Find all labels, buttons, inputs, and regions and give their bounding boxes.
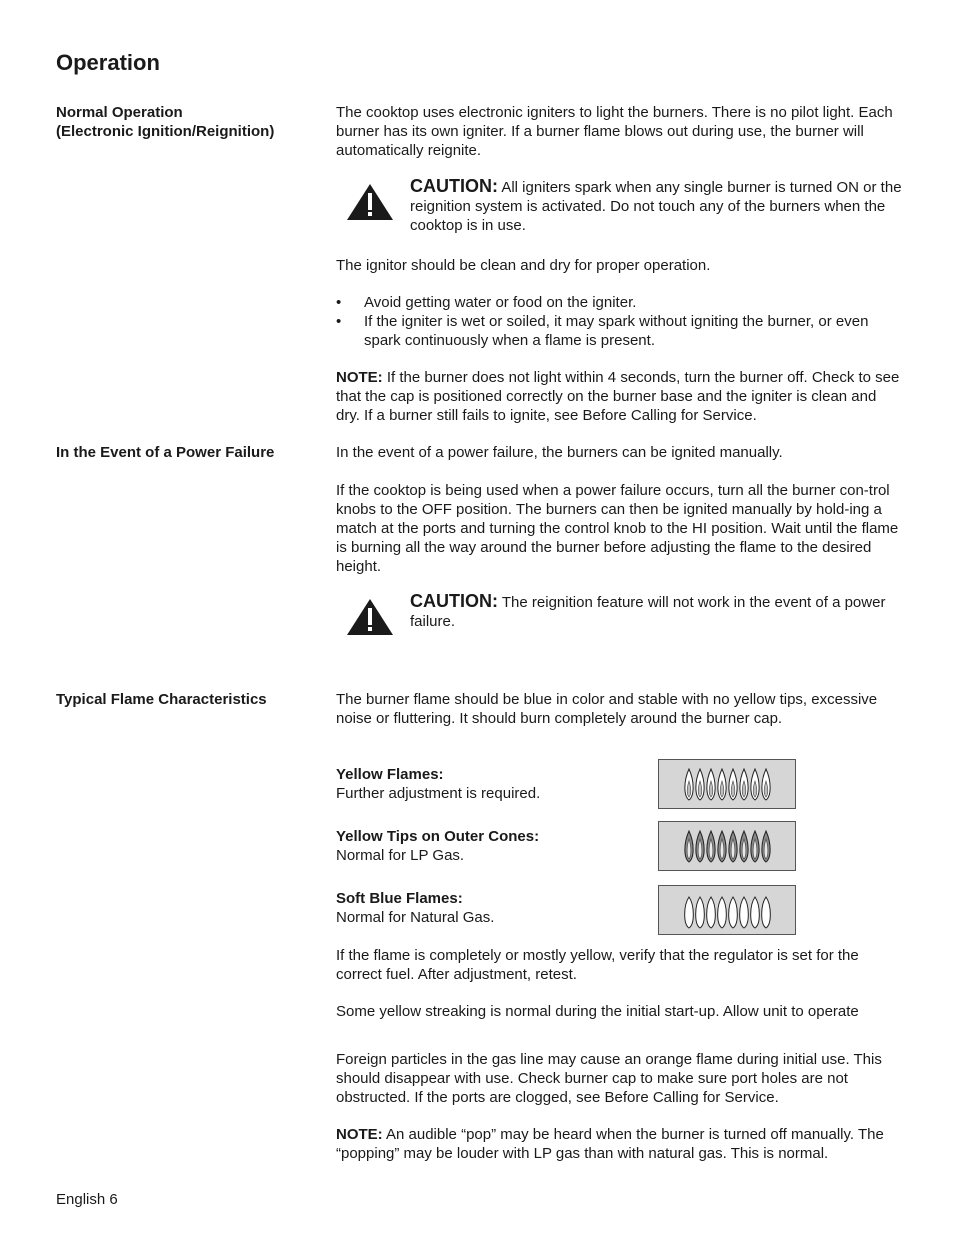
note-label: NOTE: — [336, 1126, 383, 1143]
page-title: Operation — [56, 50, 160, 75]
streaking-note: Some yellow streaking is normal during the initial start-up. Allow unit to operate — [336, 1003, 859, 1020]
flame-shape — [696, 897, 705, 928]
flame-shape — [751, 897, 760, 928]
normal-operation-intro: The cooktop uses electronic igniters to light the burners. There is no pilot light. Each burner has its own igniter. If a burner flame blows out during use, the burner will automatically reignite. — [336, 104, 893, 159]
list-item-text: If the igniter is wet or soiled, it may spark without igniting the burner, or even spark continuously when a flame is present. — [364, 313, 869, 349]
soft-blue-flames-icon — [658, 885, 796, 935]
list-item — [336, 312, 902, 350]
flame-type-soft-blue — [336, 889, 636, 927]
foreign-particles: Foreign particles in the gas line may cause an orange flame during initial use. This should disappear with use. Check burner cap to make sure port holes are not obstructed. If the ports are clogged, see Before Calling for Service. — [336, 1051, 882, 1106]
flame-shape — [729, 897, 738, 928]
caution-power-failure — [410, 592, 902, 631]
caution-igniters — [410, 177, 902, 235]
caution-text: All igniters spark when any single burner is turned ON or the reignition system is activated. Do not touch any of the burners when the cooktop is in use. — [410, 179, 902, 234]
note-popping — [336, 1125, 902, 1163]
flame-shape — [685, 897, 694, 928]
warning-triangle-icon — [346, 183, 394, 221]
flame-type-desc: Normal for LP Gas. — [336, 847, 465, 864]
yellow-tips-flames-icon — [658, 821, 796, 871]
flame-intro: The burner flame should be blue in color and stable with no yellow tips, excessive noise or fluttering. It should burn completely around the burner cap. — [336, 691, 878, 727]
caution-label: CAUTION: — [410, 176, 498, 196]
bullet-glyph: • — [336, 294, 342, 311]
flame-type-yellow-tips — [336, 827, 636, 865]
heading-line: Normal Operation — [56, 104, 183, 121]
flame-type-yellow — [336, 765, 636, 803]
flame-shape — [740, 897, 749, 928]
yellow-advice: If the flame is completely or mostly yellow, verify that the regulator is set for the correct fuel. After adjustment, retest. — [336, 947, 859, 983]
caution-text: The reignition feature will not work in the event of a power failure. — [410, 594, 886, 630]
bullet-list — [336, 293, 902, 350]
bullet-glyph: • — [336, 313, 342, 330]
list-item-text: Avoid getting water or food on the igniter. — [364, 294, 637, 311]
note-text: If the burner does not light within 4 seconds, turn the burner off. Check to see that the cap is positioned correctly on the burner base and the igniter is clean and dry. If a burner still fails to ignite, see Before Calling for Service. — [336, 369, 900, 424]
flame-type-title: Yellow Tips on Outer Cones: — [336, 828, 540, 845]
note-burner-light — [336, 368, 902, 425]
note-label: NOTE: — [336, 369, 383, 386]
flame-type-desc: Normal for Natural Gas. — [336, 909, 495, 926]
flame-shape — [718, 897, 727, 928]
section-heading-power-failure: In the Event of a Power Failure — [56, 444, 275, 461]
flame-shape — [762, 897, 771, 928]
section-heading-normal-operation — [56, 103, 316, 141]
flame-type-title: Soft Blue Flames: — [336, 890, 463, 907]
yellow-flames-icon — [658, 759, 796, 809]
power-failure-intro: In the event of a power failure, the burners can be ignited manually. — [336, 444, 783, 461]
warning-triangle-icon — [346, 598, 394, 636]
heading-line: (Electronic Ignition/Reignition) — [56, 123, 275, 140]
flame-type-desc: Further adjustment is required. — [336, 785, 541, 802]
caution-label: CAUTION: — [410, 591, 498, 611]
flame-shape — [707, 897, 716, 928]
power-failure-detail: If the cooktop is being used when a power failure occurs, turn all the burner con-trol knobs to the OFF position. The burners can then be ignited manually by hold-ing a match at the ports and turning the control knob to the HI position. Wait until the flame is burning all the way around the burner before adjusting the flame to the desired height. — [336, 482, 899, 575]
list-item — [336, 293, 902, 312]
page-footer: English 6 — [56, 1191, 118, 1208]
ignitor-note: The ignitor should be clean and dry for proper operation. — [336, 257, 711, 274]
flame-type-title: Yellow Flames: — [336, 766, 444, 783]
section-heading-flame: Typical Flame Characteristics — [56, 691, 267, 708]
note-text: An audible “pop” may be heard when the burner is turned off manually. The “popping” may be louder with LP gas than with natural gas. This is normal. — [336, 1126, 884, 1162]
